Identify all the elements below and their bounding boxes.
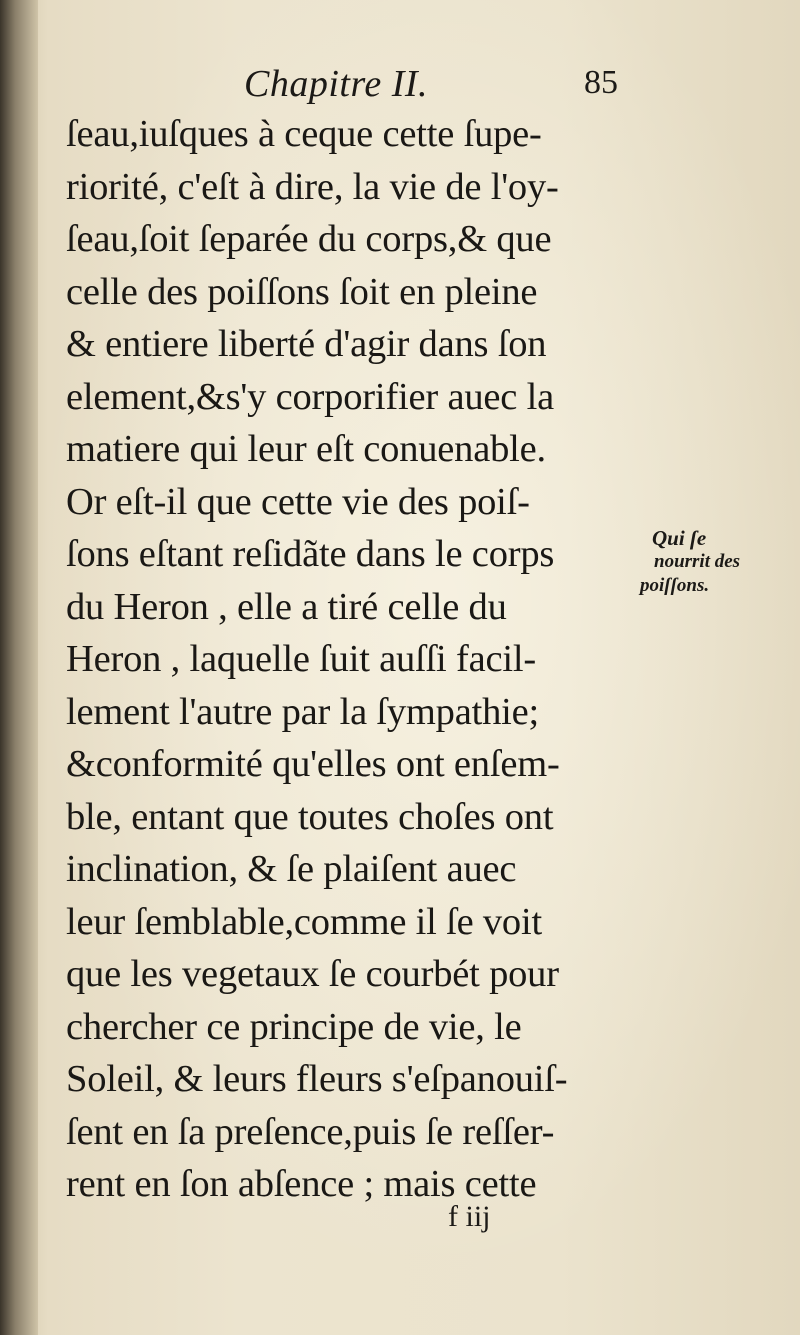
margin-note-line: Qui ſe: [652, 526, 707, 550]
page-header: [230, 58, 630, 108]
text-line: leur ſemblable,comme il ſe voit: [66, 900, 542, 943]
margin-note-line: poiſſons.: [640, 575, 710, 596]
margin-note: [640, 526, 800, 598]
text-line: ble, entant que toutes choſes ont: [66, 795, 554, 838]
text-line: Or eſt-il que cette vie des poiſ-: [66, 480, 530, 523]
text-line: Heron , laquelle ſuit auſſi facil-: [66, 638, 536, 680]
text-line: inclination, & ſe plaiſent auec: [66, 848, 517, 890]
running-title: Chapitre II.: [244, 63, 429, 105]
text-line: & entiere liberté d'agir dans ſon: [66, 323, 547, 365]
text-line: ſeau,ſoit ſeparée du corps,& que: [66, 218, 552, 260]
text-line: que les vegetaux ſe courbét pour: [66, 953, 559, 995]
text-line: element,&s'y corporifier auec la: [66, 375, 554, 418]
text-line: riorité, c'eſt à dire, la vie de l'oy-: [66, 165, 559, 208]
signature-mark: f iij: [448, 1200, 491, 1233]
text-line: ſent en ſa preſence,puis ſe reſſer-: [66, 1110, 555, 1153]
page-number: 85: [584, 64, 618, 101]
text-line: matiere qui leur eſt conuenable.: [66, 428, 546, 470]
text-line: ſeau,iuſques à ceque cette ſupe-: [66, 113, 542, 155]
text-line: du Heron , elle a tiré celle du: [66, 585, 507, 628]
binding-gutter: [0, 0, 38, 1335]
text-line: ſons eſtant reſidãte dans le corps: [66, 533, 555, 575]
text-line: celle des poiſſons ſoit en pleine: [66, 270, 538, 313]
body-text: [66, 108, 646, 1211]
text-line: &conformité qu'elles ont enſem-: [66, 743, 560, 785]
text-line: lement l'autre par la ſympathie;: [66, 690, 540, 733]
text-line: chercher ce principe de vie, le: [66, 1005, 522, 1048]
text-line: Soleil, & leurs fleurs s'eſpanouiſ-: [66, 1058, 568, 1100]
margin-note-line: nourrit des: [654, 551, 741, 572]
text-line: rent en ſon abſence ; mais cette: [66, 1163, 537, 1205]
